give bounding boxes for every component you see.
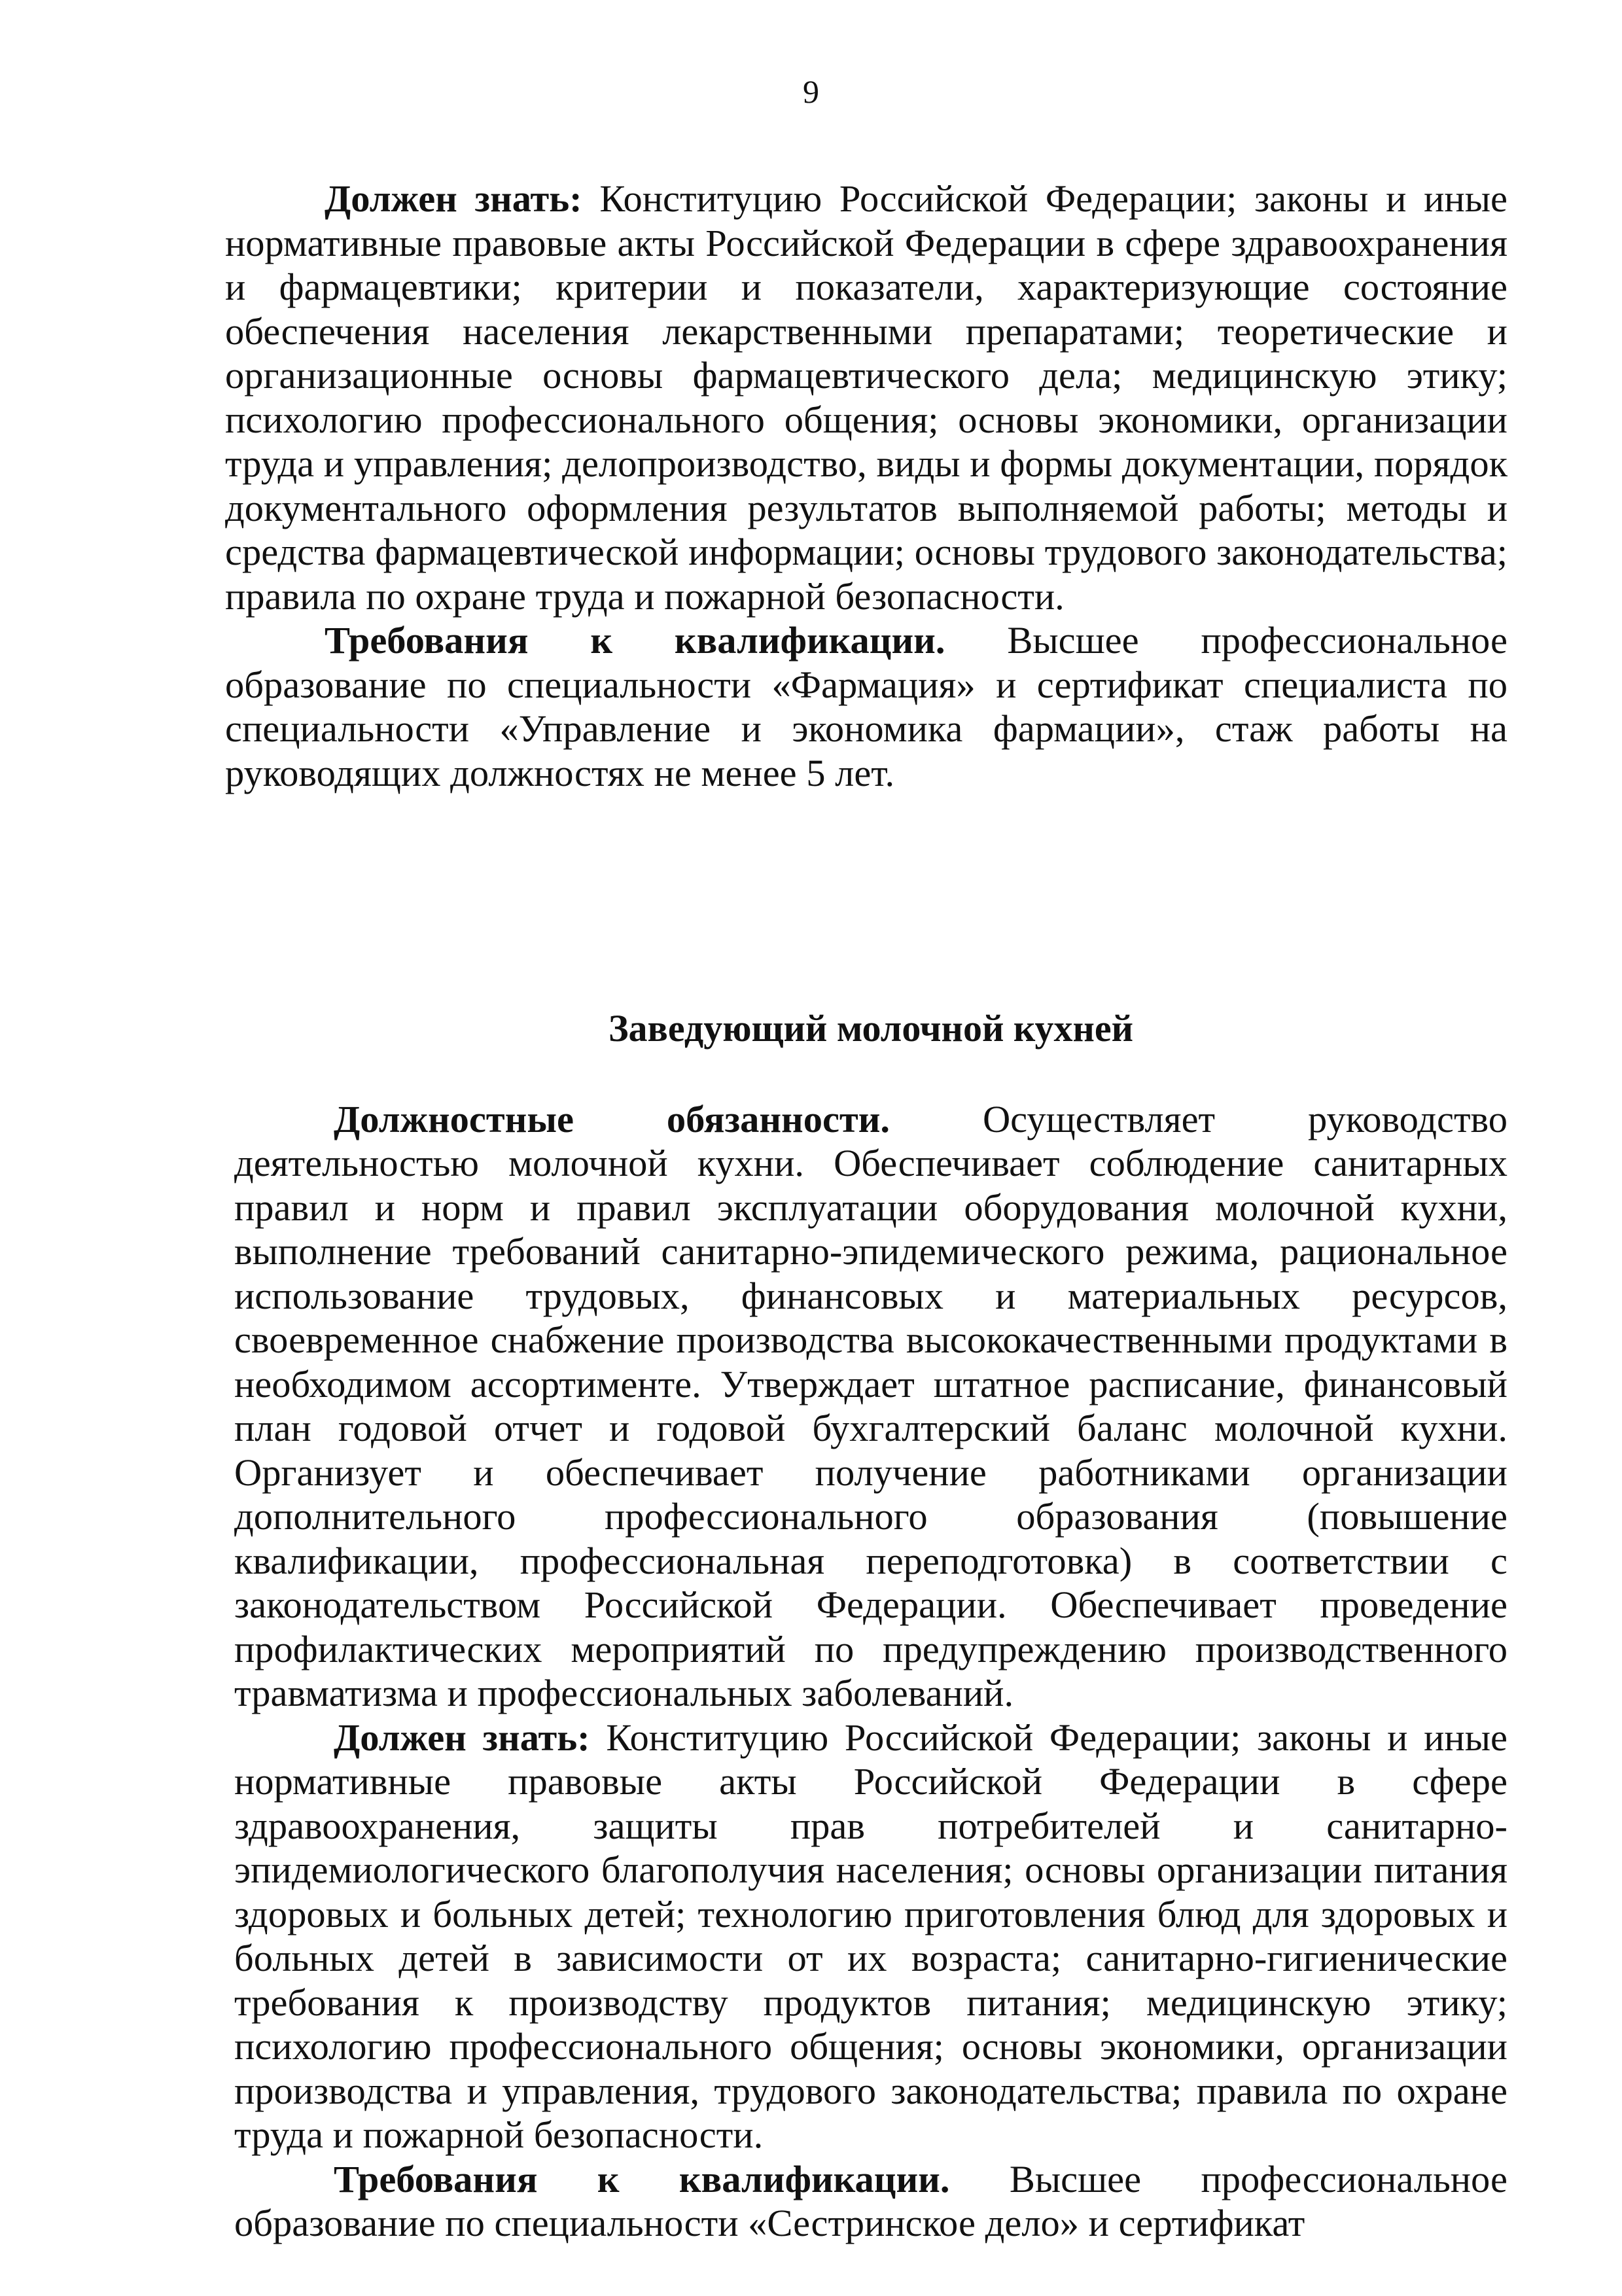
page-number: 9	[803, 73, 819, 110]
must-know-paragraph	[225, 177, 1507, 618]
section-milk-kitchen-head	[234, 964, 1507, 2246]
must-know-text-2: Конституцию Российской Федерации; законы и иные нормативные правовые акты Российской Федерации в сфере здравоохранения, защиты прав потребителей и санитарно-эпидемиологического благополучия населения; основы организации питания здоровых и больных детей; технологию приготовления блюд для здоровых и больных детей в зависимости от их возраста; санитарно-гигиенические требования к производству продуктов питания; медицинскую этику; психологию профессионального общения; основы экономики, организации производства и управления, трудового законодательства; правила по охране труда и пожарной безопасности.	[234, 1716, 1508, 2156]
qualification-heading: Требования к квалификации.	[325, 619, 945, 662]
must-know-paragraph-2	[234, 1716, 1507, 2157]
qualification-paragraph-2	[234, 2157, 1507, 2246]
duties-paragraph	[234, 1097, 1507, 1716]
qualification-text: Высшее профессиональное образование по специальности «Фармация» и сертификат специалиста по специальности «Управление и экономика фармации», стаж работы на руководящих должностях не менее 5 лет.	[225, 619, 1507, 794]
duties-heading: Должностные обязанности.	[334, 1097, 890, 1140]
must-know-heading-2: Должен знать:	[334, 1716, 590, 1759]
duties-text: Осуществляет руководство деятельностью молочной кухни. Обеспечивает соблюдение санитарных правил и норм и правил эксплуатации оборудования молочной кухни, выполнение требований санитарно-эпидемического режима, рациональное использование трудовых, финансовых и материальных ресурсов, своевременное снабжение производства высококачественными продуктами в необходимом ассортименте. Утверждает штатное расписание, финансовый план годовой отчет и годовой бухгалтерский баланс молочной кухни. Организует и обеспечивает получение работниками организации дополнительного профессионального образования (повышение квалификации, профессиональная переподготовка) в соответствии с законодательством Российской Федерации. Обеспечивает проведение профилактических мероприятий по предупреждению производственного травматизма и профессиональных заболеваний.	[234, 1097, 1507, 1714]
must-know-heading: Должен знать:	[325, 177, 582, 220]
qualification-paragraph	[225, 618, 1507, 795]
section-pharmacy-head	[225, 177, 1507, 795]
qualification-heading-2: Требования к квалификации.	[334, 2157, 950, 2200]
qualification-text-2: Высшее профессиональное образование по специальности «Сестринское дело» и сертификат	[234, 2157, 1507, 2244]
must-know-text: Конституцию Российской Федерации; законы и иные нормативные правовые акты Российской Федерации в сфере здравоохранения и фармацевтики; критерии и показатели, характеризующие состояние обеспечения населения лекарственными препаратами; теоретические и организационные основы фармацевтического дела; медицинскую этику; психологию профессионального общения; основы экономики, организации труда и управления; делопроизводство, виды и формы документации, порядок документального оформления результатов выполняемой работы; методы и средства фармацевтической информации; основы трудового законодательства; правила по охране труда и пожарной безопасности.	[225, 177, 1508, 618]
section-title: Заведующий молочной кухней	[608, 1007, 1134, 1050]
